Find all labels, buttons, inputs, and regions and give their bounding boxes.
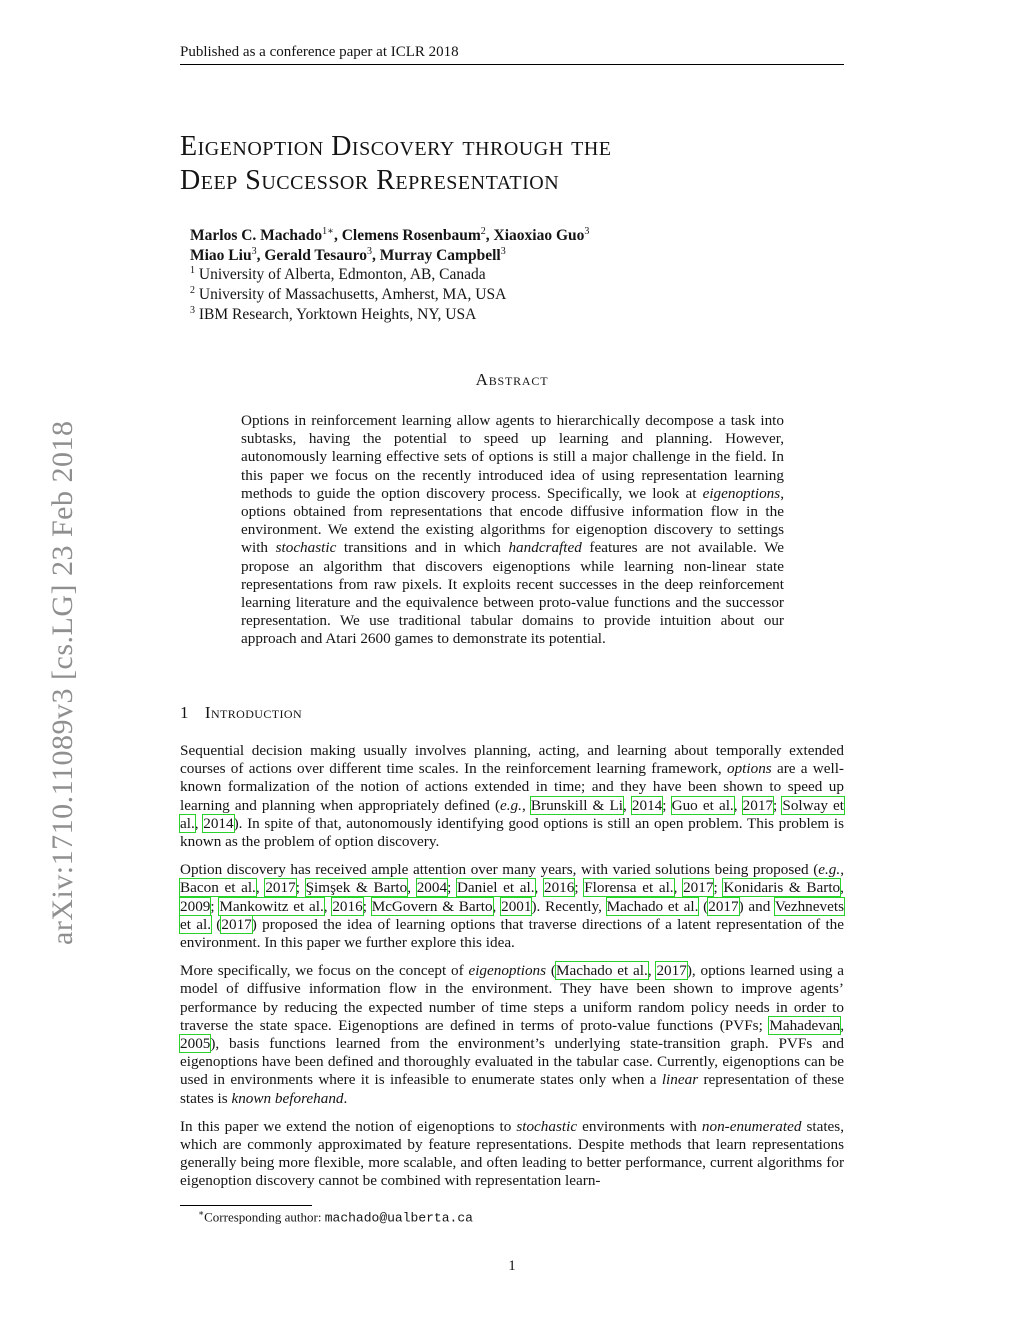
emphasis: known beforehand	[231, 1089, 344, 1107]
footnote	[198, 1208, 473, 1225]
text-run: are a well-known formalization of the notion of actions extended in time; and they have been shown to speed up learning and planning when appropriately defined (	[180, 760, 844, 814]
author-name: Miao Liu	[190, 246, 252, 264]
paragraph	[180, 962, 844, 1108]
text-run: ), basis functions learned from the environment’s underlying state-transition graph. PVFs and eigenoptions have been defined and thoroughly evaluated in the tabular case. Currently, eigenoptions can be used in environments where it is infeasible to enumerate states only when a	[180, 1035, 844, 1089]
text-run: ;	[447, 879, 457, 897]
paragraph	[180, 1118, 844, 1191]
emphasis: stochastic	[275, 539, 337, 557]
text-run: (	[698, 897, 709, 915]
text-run: ;	[210, 897, 220, 915]
affiliation-mark: 1	[190, 265, 195, 277]
author-affil-mark: 2	[480, 225, 486, 237]
citation-link[interactable]: 2017	[683, 879, 714, 897]
text-run: (	[211, 915, 222, 933]
citation-link[interactable]: 2014	[631, 796, 663, 814]
text-run: ;	[295, 879, 306, 897]
citation-link[interactable]: 2016	[332, 897, 363, 915]
text-run: ;	[574, 879, 585, 897]
text-run: ). In spite of that, autonomously identifying good options is still an open problem. This problem is known as the problem of option discovery.	[180, 814, 845, 851]
citation-link[interactable]: 2001	[501, 897, 532, 915]
abstract-text	[241, 412, 784, 649]
text-run: , options obtained from representations that encode diffusive information flow in the environment. We extend the existing algorithms for eigenoption discovery to settings with	[241, 484, 784, 557]
footnote-text: Corresponding author:	[204, 1209, 325, 1225]
affiliation-text: University of Alberta, Edmonton, AB, Canada	[195, 266, 486, 284]
citation-link[interactable]: Bacon et al.	[180, 879, 256, 897]
title-line-2: Deep Successor Representation	[180, 165, 560, 196]
abstract-heading: Abstract	[475, 370, 549, 389]
text-run: More specifically, we focus on the concept of	[180, 962, 469, 980]
citation-link[interactable]: Vezhnevets et al.	[180, 897, 844, 933]
author-name: Clemens Rosenbaum	[341, 227, 481, 244]
text-run: and	[743, 897, 775, 915]
citation-link[interactable]: 2017	[656, 962, 687, 980]
author-affil-mark: 1∗	[322, 225, 334, 237]
affiliation-2	[190, 285, 810, 305]
text-run: ,	[521, 796, 531, 814]
text-run: ,	[622, 796, 632, 814]
text-run: representation of these states is	[180, 1071, 844, 1107]
text-run: ;	[773, 796, 783, 814]
author-line-2	[190, 246, 810, 266]
citation-link[interactable]: 2017	[265, 879, 296, 897]
text-run: ), options learned using a model of diffusive information flow in the environment. They have been shown to improve agents’ performance by reducing the expected number of time steps a uniform random policy needs in order to traverse the state space. Eigenoptions are defined in terms of proto-value functions (PVFs;	[180, 962, 844, 1034]
author-separator: ,	[333, 227, 342, 244]
affiliation-text: University of Massachusetts, Amherst, MA, USA	[195, 286, 507, 304]
emphasis: eigenoptions	[468, 962, 547, 980]
text-run: proposed the idea of learning options that traverse directions of a latent representation of the environment. In this paper we further explore this idea.	[180, 915, 844, 952]
citation-link[interactable]: Guo et al.	[671, 796, 734, 814]
citation-link[interactable]: Mahadevan	[769, 1016, 841, 1034]
citation-link[interactable]: Daniel et al.	[456, 879, 535, 897]
emphasis: e.g.	[500, 796, 522, 814]
text-run: ). Recently,	[531, 897, 607, 915]
affiliation-mark: 2	[190, 284, 195, 296]
text-run: states, which are commonly approximated by feature representations. Despite methods that learn representations generally being more flexible, more scalable, and often leading to better performance, current algorithms for eigenoption discovery cannot be combined with representation learn-	[180, 1117, 844, 1190]
text-run: ;	[662, 796, 672, 814]
page-number: 1	[508, 1258, 516, 1274]
affiliation-text: IBM Research, Yorktown Heights, NY, USA	[195, 305, 477, 323]
affiliation-1	[190, 265, 810, 285]
footnote-mark: ∗	[198, 1208, 205, 1218]
citation-link[interactable]: Florensa et al.	[584, 879, 674, 897]
citation-link[interactable]: Machado et al.	[606, 897, 699, 915]
emphasis: handcrafted	[508, 539, 582, 557]
emphasis: e.g.	[818, 861, 841, 879]
text-run: (	[546, 962, 556, 980]
text-run: ,	[194, 814, 204, 832]
emphasis: stochastic	[516, 1117, 578, 1135]
text-run: ,	[840, 879, 844, 897]
author-affil-mark: 3	[251, 245, 257, 257]
section-heading	[180, 703, 302, 723]
author-name: Gerald Tesauro	[264, 246, 367, 264]
author-name: Marlos C. Machado	[190, 227, 323, 244]
text-run: ;	[362, 897, 372, 915]
text-run: ,	[534, 879, 544, 897]
emphasis: non-enumerated	[701, 1117, 802, 1135]
text-run: ,	[647, 962, 657, 980]
text-run: environments with	[577, 1117, 702, 1135]
citation-link[interactable]: Mankowitz et al.	[219, 897, 324, 915]
text-run: features are not available. We propose an algorithm that discovers eigenoptions while learning non-linear state representations from raw pixels. It exploits recent successes in the deep reinforcement learning literature and the equivalence between proto-value functions and the successor representation. We use traditional tabular domains to provide intuition about our approach and Atari 2600 games to demonstrate its potential.	[241, 539, 784, 648]
introduction-body	[180, 742, 844, 1201]
text-run: )	[251, 915, 257, 933]
author-affil-mark: 3	[366, 245, 372, 257]
title-line-1: Eigenoption Discovery through the	[180, 131, 612, 162]
citation-link[interactable]: 2004	[416, 879, 448, 897]
author-affil-mark: 3	[500, 245, 506, 257]
emphasis: options	[726, 760, 772, 778]
text-run: Option discovery has received ample attention over many years, with varied solutions being proposed (	[180, 861, 819, 879]
citation-link[interactable]: Machado et al.	[555, 962, 648, 980]
paragraph	[180, 861, 844, 952]
citation-link[interactable]: 2005	[180, 1035, 211, 1053]
text-run: .	[343, 1089, 348, 1107]
citation-link[interactable]: 2017	[742, 796, 774, 814]
text-run: ,	[492, 897, 502, 915]
running-header: Published as a conference paper at ICLR 2018	[180, 44, 844, 65]
text-run: ;	[713, 879, 724, 897]
citation-link[interactable]: Şimşek & Barto	[305, 879, 408, 897]
citation-link[interactable]: 2017	[221, 915, 252, 933]
text-run: ,	[673, 879, 684, 897]
text-run: ,	[733, 796, 743, 814]
email-link[interactable]: machado@ualberta.ca	[324, 1210, 473, 1226]
text-run: Options in reinforcement learning allow agents to hierarchically decompose a task into subtasks, having the potential to speed up learning and planning. However, autonomously learning effective sets of options is still a major challenge in the field. In this paper we focus on the recently introduced idea of using representation learning methods to guide the option discovery process. Specifically, we look at	[241, 412, 784, 502]
citation-link[interactable]: McGovern & Barto	[371, 897, 493, 915]
citation-link[interactable]: 2017	[708, 897, 739, 915]
text-run: In this paper we extend the notion of eigenoptions to	[180, 1117, 517, 1135]
citation-link[interactable]: 2016	[543, 879, 575, 897]
citation-link[interactable]: 2009	[180, 897, 211, 915]
text-run: ,	[840, 861, 844, 879]
section-number: 1	[180, 703, 189, 722]
text-run: )	[738, 897, 744, 915]
arxiv-identifier[interactable]: arXiv:1710.11089v3 [cs.LG] 23 Feb 2018	[46, 420, 79, 945]
footnote-rule	[180, 1205, 312, 1206]
text-run: Sequential decision making usually involves planning, acting, and learning about temporally extended courses of actions over different time scales. In the reinforcement learning framework,	[180, 742, 844, 778]
author-line-1	[190, 226, 810, 246]
text-run: transitions and in which	[336, 539, 509, 557]
text-run: ,	[840, 1016, 844, 1034]
emphasis: linear	[661, 1071, 699, 1089]
author-separator: ,	[371, 246, 380, 264]
citation-link[interactable]: 2014	[203, 814, 234, 832]
author-separator: ,	[256, 246, 265, 264]
citation-link[interactable]: Solway et al.	[180, 796, 845, 832]
text-run: ,	[323, 897, 333, 915]
text-run: ,	[255, 879, 266, 897]
citation-link[interactable]: Konidaris & Barto	[723, 879, 841, 897]
author-block	[190, 226, 810, 325]
paragraph	[180, 742, 844, 851]
text-run: ,	[407, 879, 417, 897]
paper-title	[180, 130, 844, 198]
author-separator: ,	[485, 227, 494, 244]
author-name: Murray Campbell	[379, 246, 501, 264]
author-name: Xiaoxiao Guo	[493, 227, 585, 244]
affiliation-mark: 3	[190, 304, 195, 316]
emphasis: eigenoptions	[702, 484, 781, 502]
citation-link[interactable]: Brunskill & Li	[530, 796, 623, 814]
affiliation-3	[190, 305, 810, 325]
author-affil-mark: 3	[584, 225, 590, 237]
section-title: Introduction	[204, 703, 303, 722]
